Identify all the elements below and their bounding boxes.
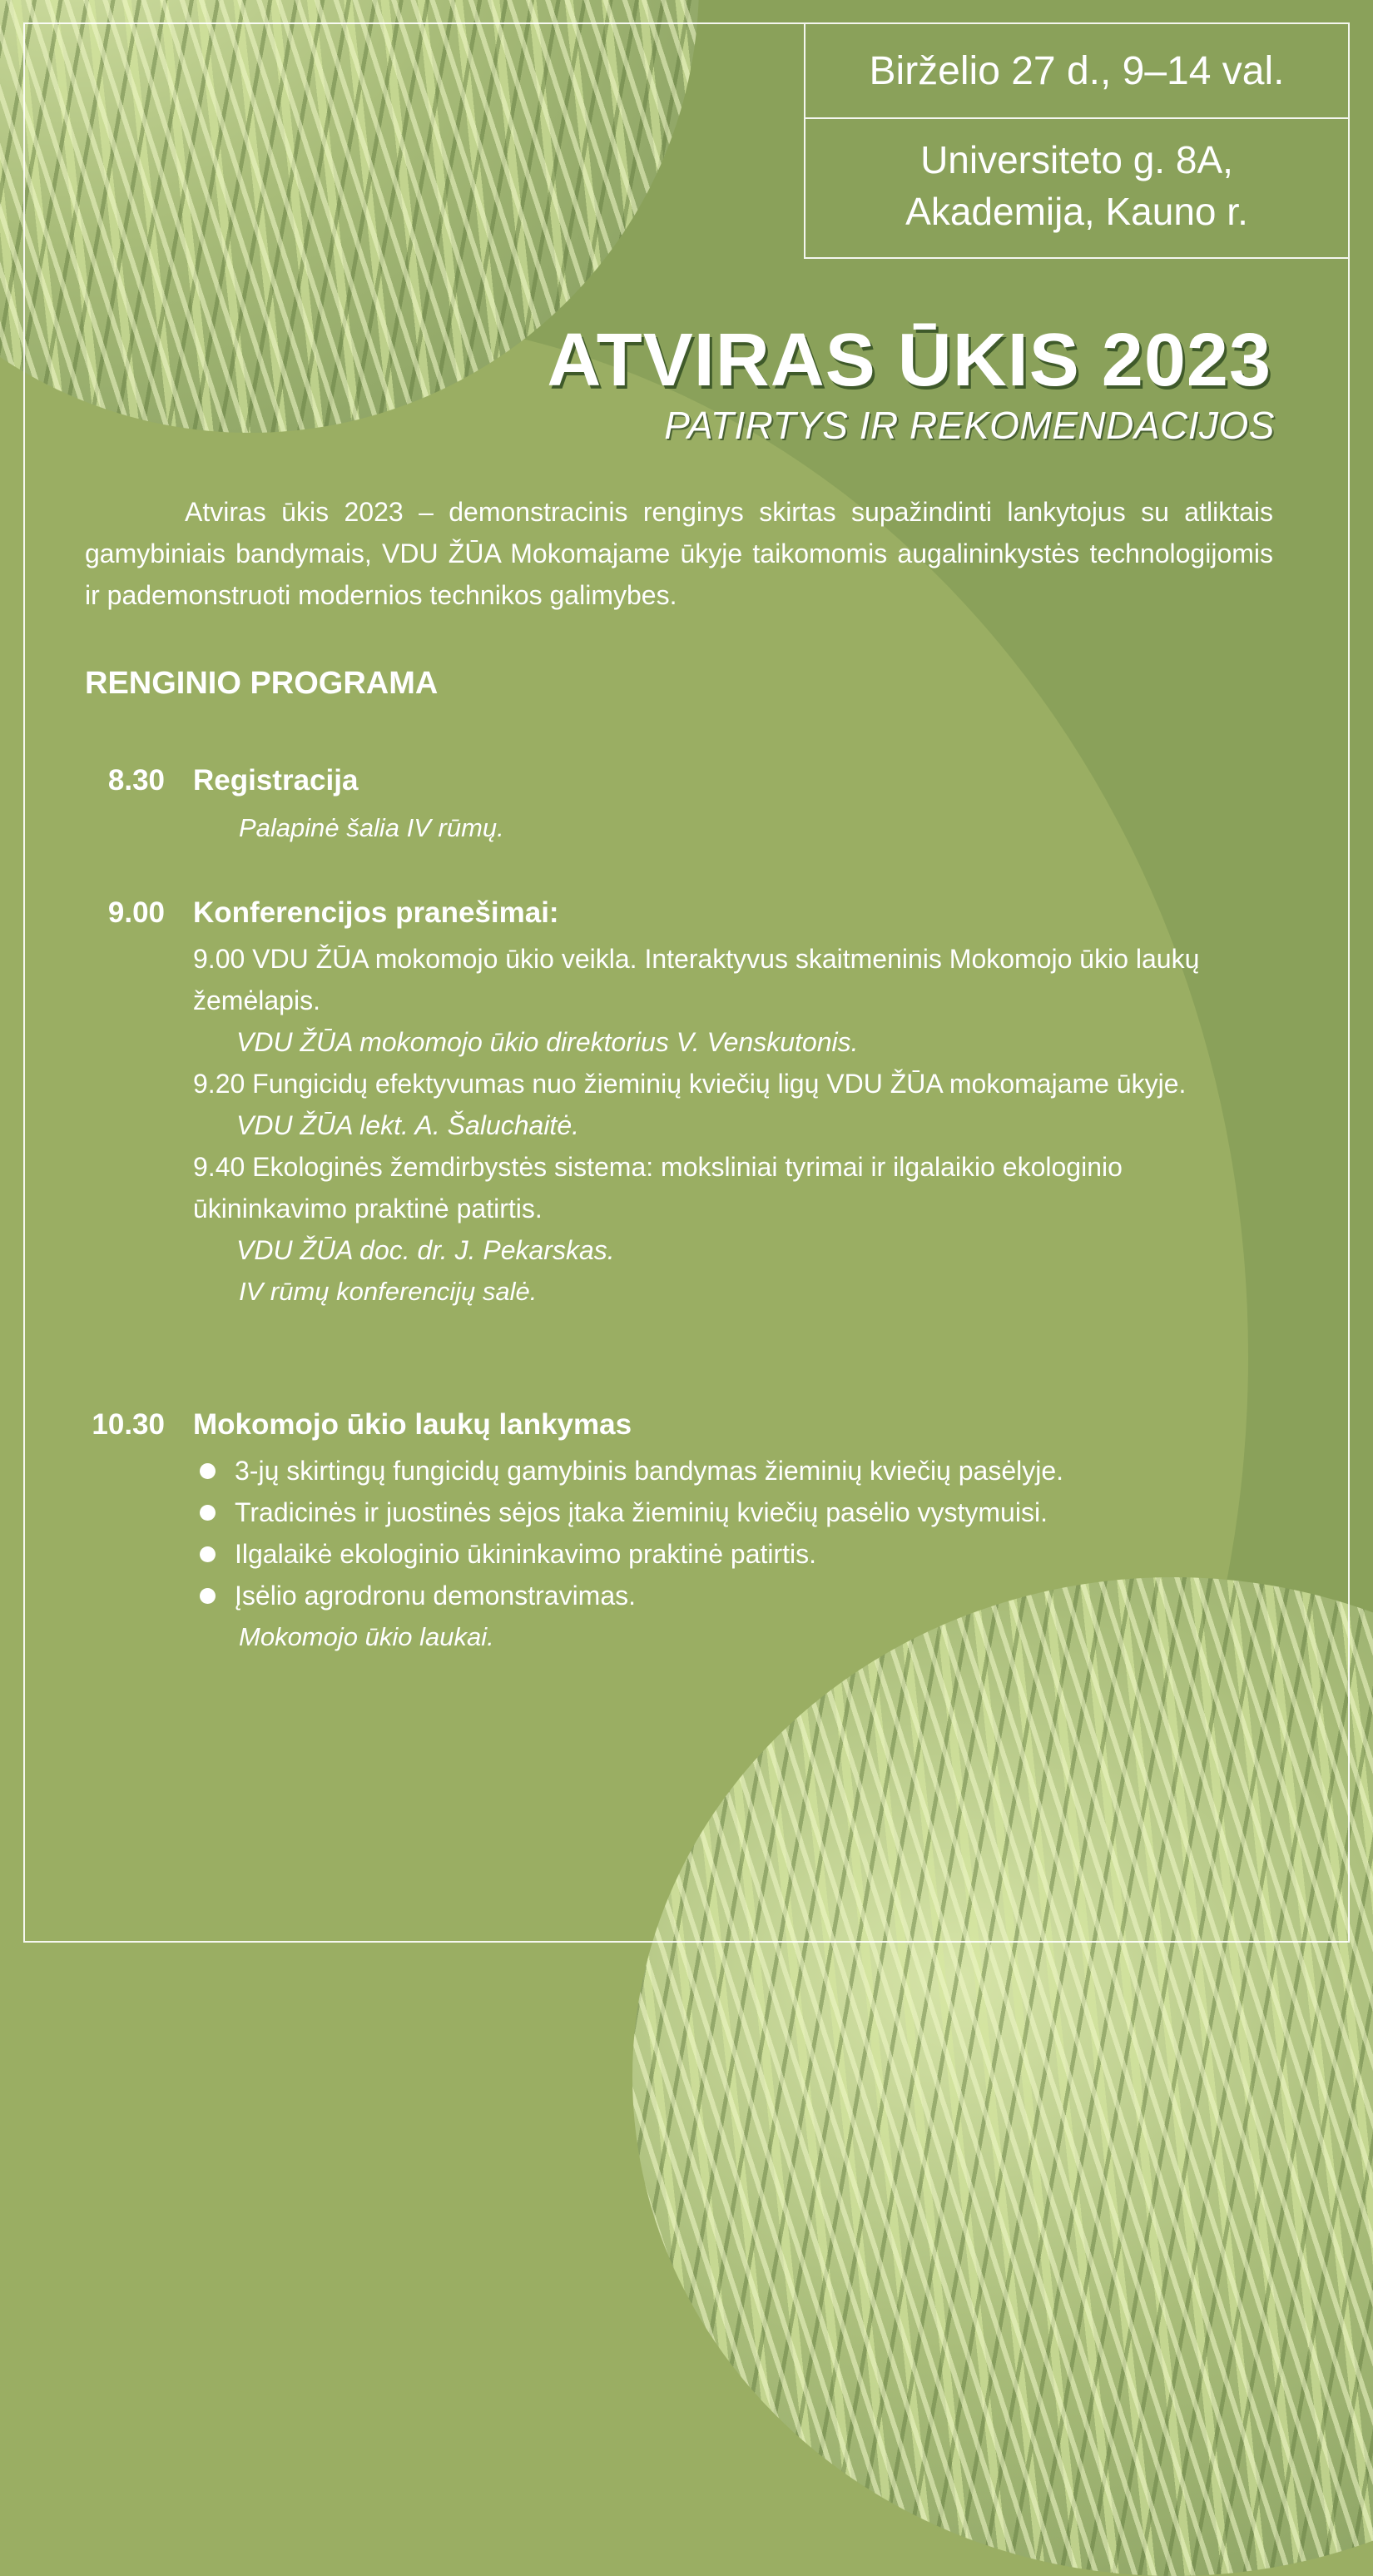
program-item-registration xyxy=(0,764,1373,849)
talk-text: 9.20 Fungicidų efektyvumas nuo žieminių kviečių ligų VDU ŽŪA mokomajame ūkyje. xyxy=(193,1069,1187,1099)
list-item-text: Ilgalaikė ekologinio ūkininkavimo praktinė patirtis. xyxy=(235,1539,817,1569)
list-item-text: Tradicinės ir juostinės sėjos įtaka žieminių kviečių pasėlio vystymuisi. xyxy=(235,1497,1048,1527)
program-place: Mokomojo ūkio laukai. xyxy=(239,1622,494,1651)
event-title: ATVIRAS ŪKIS 2023 xyxy=(547,319,1271,402)
talk-speaker: VDU ŽŪA mokomojo ūkio direktorius V. Venskutonis. xyxy=(236,1027,859,1057)
program-title: Mokomojo ūkio laukų lankymas xyxy=(193,1408,632,1441)
bullet-icon xyxy=(200,1463,216,1479)
list-item xyxy=(193,1491,1373,1533)
talk-text: 9.00 VDU ŽŪA mokomojo ūkio veikla. Interaktyvus skaitmeninis Mokomojo ūkio laukų žemėlapis. xyxy=(193,944,1200,1015)
talk-speaker: VDU ŽŪA lekt. A. Šaluchaitė. xyxy=(236,1110,579,1140)
talk-speaker: VDU ŽŪA doc. dr. J. Pekarskas. xyxy=(236,1235,615,1265)
event-subtitle: PATIRTYS IR REKOMENDACIJOS xyxy=(664,404,1275,447)
list-item-text: Įsėlio agrodronu demonstravimas. xyxy=(235,1581,637,1611)
program-title: Registracija xyxy=(193,764,359,797)
bullet-icon xyxy=(200,1546,216,1562)
program-place: IV rūmų konferencijų salė. xyxy=(239,1277,538,1306)
bullet-icon xyxy=(200,1505,216,1521)
program-time: 8.30 xyxy=(107,764,165,797)
bullet-icon xyxy=(200,1588,216,1604)
program-title: Konferencijos pranešimai: xyxy=(193,896,559,929)
program-heading: RENGINIO PROGRAMA xyxy=(85,666,439,701)
event-address xyxy=(805,119,1348,237)
program-time: 10.30 xyxy=(92,1408,165,1441)
event-info-box xyxy=(804,22,1350,259)
intro-paragraph: Atviras ūkis 2023 – demonstracinis renginys skirtas supažindinti lankytojus su atliktais gamybiniais bandymais, VDU ŽŪA Mokomajame ūkyje taikomomis augalininkystės technologijomis ir pademonstruoti modernios technikos galimybes. xyxy=(85,497,1273,610)
program-time: 9.00 xyxy=(107,896,165,929)
event-date-time: Birželio 27 d., 9–14 val. xyxy=(805,24,1348,119)
list-item-text: 3-jų skirtingų fungicidų gamybinis bandymas žieminių kviečių pasėlyje. xyxy=(235,1456,1064,1486)
program-item-conference xyxy=(0,896,1373,1313)
program-place: Palapinė šalia IV rūmų. xyxy=(239,813,504,842)
list-item xyxy=(193,1450,1373,1491)
talk-text: 9.40 Ekologinės žemdirbystės sistema: moksliniai tyrimai ir ilgalaikio ekologinio ūkininkavimo praktinė patirtis. xyxy=(193,1152,1123,1223)
list-item xyxy=(193,1533,1373,1575)
address-line-2: Akademija, Kauno r. xyxy=(905,190,1248,233)
program-item-field-visit xyxy=(0,1408,1373,1658)
list-item xyxy=(193,1575,1373,1616)
address-line-1: Universiteto g. 8A, xyxy=(920,138,1233,181)
